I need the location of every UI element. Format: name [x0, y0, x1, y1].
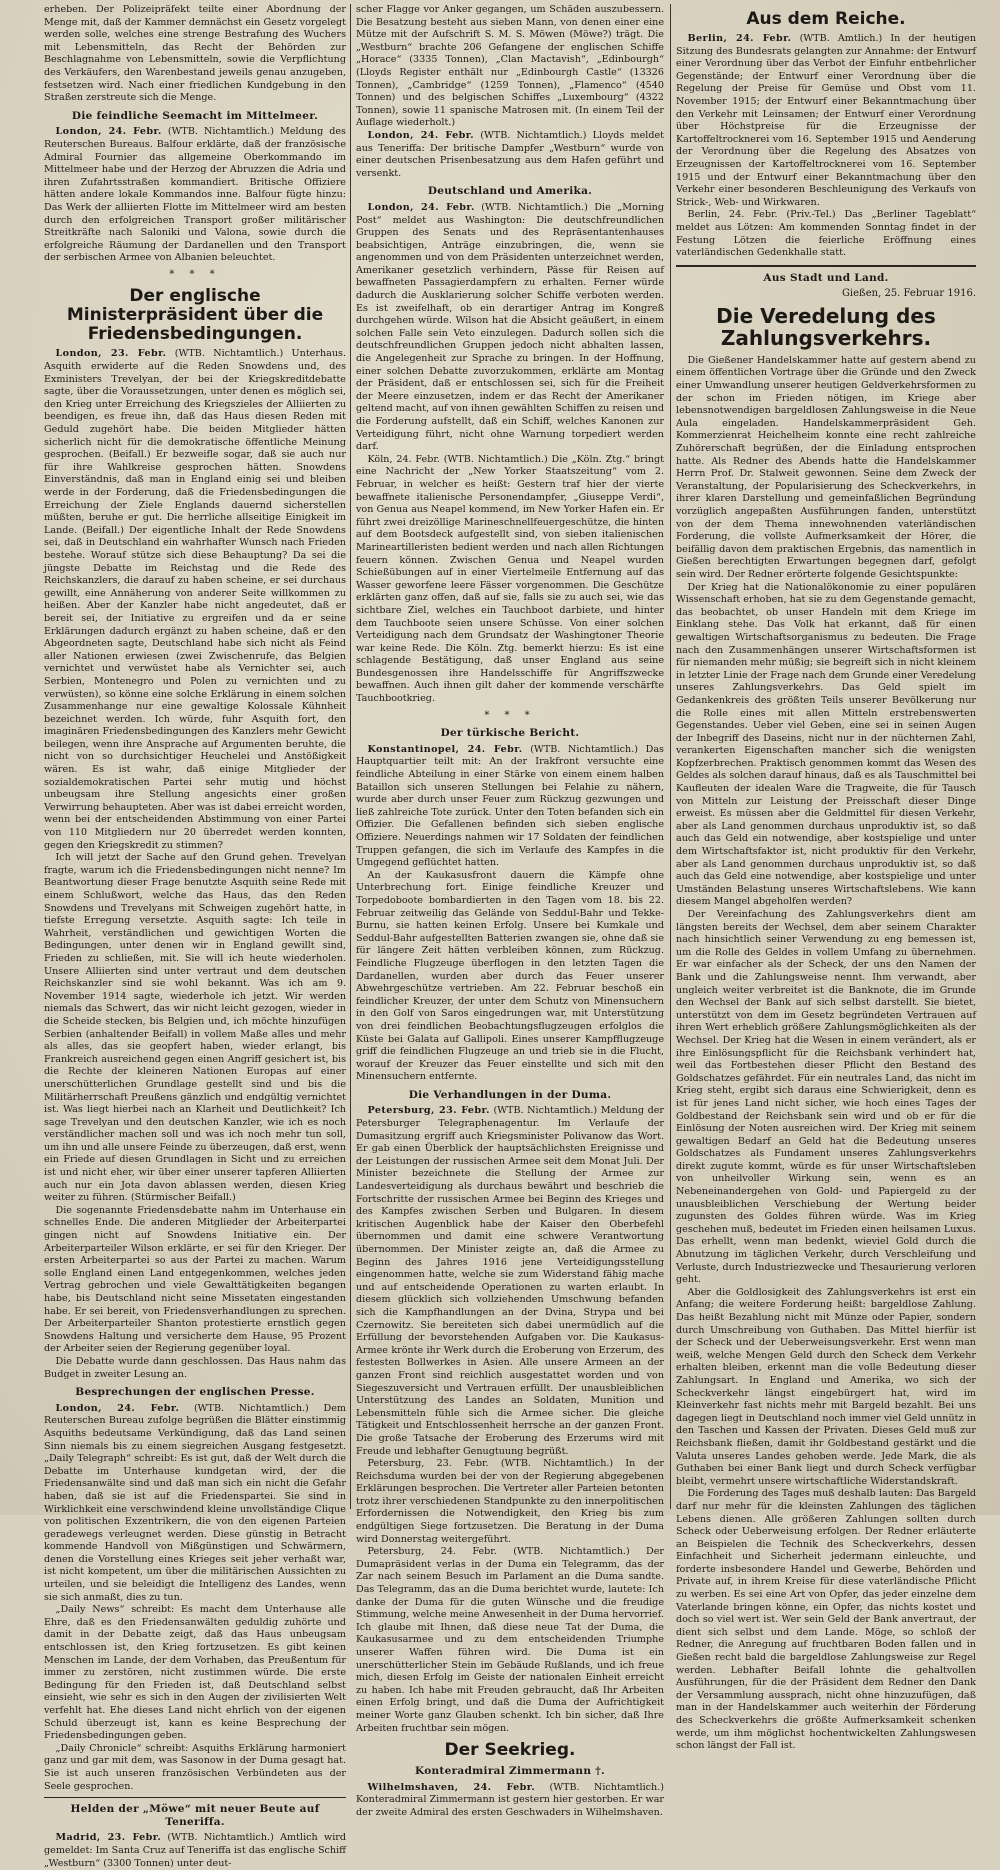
article-duma: [356, 1105, 664, 1458]
article-body: (WTB. Nichtamtlich.) Meldung des Reuterschen Bureaus. Balfour erklärte, daß der französische Admiral Fournier das allgemeine Oberkommando im Mittelmeer habe und der Herzog der Abruzzen die Adria und ihren Zufahrtsstraßen kommandiert. Britische Offiziere hätten andere lokale Kommandos inne. Balfour fügte hinzu: Das Werk der alliierten Flotte im Mittelmeer wird am besten durch den erfolgreichen Transport großer militärischer Streitkräfte nach Saloniki und Valona, sowie durch die erfolgreiche Räumung der Dardanellen und den Transport der serbischen Armee von Albanien beleuchtet.: [44, 126, 346, 264]
article-body: (WTB. Nichtamtlich.) Lloyds meldet aus Teneriffa: Der britische Dampfer „Westburn“ wurde von einer deutschen Prisenbesatzung aus dem Hafen geführt und versenkt.: [356, 129, 664, 179]
article-moewe: [44, 1832, 346, 1870]
article-paragraph: Ich will jetzt der Sache auf den Grund gehen. Trevelyan fragte, warum ich die Friedensbedingungen nicht nenne? Im Beantwortung dieser Frage benutzte Asquith seine Rede mit einem Schlußwort, welche das Haus, das den Reden Snowdens und Trevelyans mit Schweigen zugehört hatte, in tiefste Erregung versetzte. Asquith sagte: Ich teile in Wahrheit, verständlichen und gewichtigen Worten die Bedingungen, unter denen wir in England gewillt sind, Frieden zu schließen, mit. Sie will ich heute wiederholen. Unsere Alliierten sind unter vertraut und dem deutschen Reichskanzler sind sie wohl bekannt. Was ich am 9. November 1914 sagte, wiederhole ich jetzt. Wir werden niemals das Schwert, das wir nicht leicht gezogen, wieder in die Scheide stecken, bis Belgien und, ich möchte hinzufügen Serbien (anhaltender Beifall) in vollem Maße alles und mehr als alles, das sie geopfert haben, wieder erlangt, bis Frankreich ausreichend gegen einen Angriff gesichert ist, bis die Rechte der kleineren Nationen Europas auf einer unerschütterlichen Grundlage gestellt sind und bis die Militärherrschaft Preußens gänzlich und endgültig vernichtet ist. Was liegt hierbei nach an Klarheit und Deutlichkeit? Ich sage Trevelyan und den deutschen Kanzler, wie ich es noch verständlicher machen soll und was ich noch mehr tun soll, um ihn und alle unsere Feinde zu überzeugen, daß erst, wenn ein Friede auf diesen Grundlagen in Sicht und zu erreichen ist und nicht eher, wir über einer unserer tapferen Alliierten auch nur ein Jota davon ablassen werden, diesen Krieg weiter zu führen. (Stürmischer Beifall.): [44, 852, 346, 1204]
section-divider: [676, 265, 976, 267]
heading-reich: Aus dem Reiche.: [746, 9, 906, 29]
intro-paragraph: erheben. Der Polizeipräfekt teilte einer Abordnung der Menge mit, daß der Kammer demnächst ein Gesetz vorgelegt werden solle, welches eine strenge Bestrafung des Wuchers mit Lebensmitteln, das Recht der Behörden zur Beschlagnahme von Lebensmitteln, sowie die Verpflichtung des Verkäufers, den Warenbestand jeweils genau anzugeben, festsetzen wird. Nach einer friedlichen Kundgebung in den Straßen zerstreute sich die Menge.: [44, 4, 346, 104]
article-seemacht: [44, 126, 346, 265]
dateline-lead: London, 24. Febr.: [55, 1402, 180, 1414]
article-tuerkei: [356, 744, 664, 870]
dateline: Gießen, 25. Februar 1916.: [841, 288, 976, 300]
article-paragraph: Der Vereinfachung des Zahlungsverkehrs dient am längsten bereits der Wechsel, dem aber seinem Charakter nach hinsichtlich seiner Verwendung zu eng bemessen ist, um die Rolle des Geldes in vollem Umfang zu übernehmen. Er war einfacher als der Scheck, der uns den Namen der Bank und die Zahlungsweise nennt. Ihm verwandt, aber ungleich weiter verbreitet ist die Banknote, die im Grunde den Wechsel der Bank auf sich selbst darstellt. Sie bietet, unterstützt von dem im Gesetz begründeten Vertrauen auf ihren Wert erheblich größere Zahlungsmöglichkeiten als der Wechsel. Der Krieg hat die Wesen in einem verändert, als er ihre Einlösungspflicht für die Reichsbank verhindert hat, weil das Fortbestehen dieser Pflicht den Bestand des Goldschatzes gefährdet. Für ein neutrales Land, das nicht im Krieg steht, ergibt sich daraus eine Schwierigkeit, denn es ist für jenes Land nicht sicher, wie hoch eines Tages der Goldbestand der Reichsbank sein wird und ob er für die Einlösung der Noten ausreichen wird. Der Krieg mit seinem gewaltigen Bedarf an Geld hat die Bedeutung unseres Goldschatzes als Fundament unseres Zahlungsverkehrs direkt zugute kommt, würde es für unser Wirtschaftsleben von unheilvoller Wirkung sein, wenn es an Nebeneinandergehen von Gold- und Papiergeld zu der unausbleiblichen Verschiebung der Wertung beider zugunsten des Goldes führen würde. Was im Krieg geschehen muß, bedeutet im Frieden einen heilsamen Luxus. Das erhellt, wenn man bedenkt, wieviel Gold durch die Abnutzung im täglichen Verkehr, durch Verschleifung und Verluste, durch Industriezwecke und Thesaurierung verloren geht.: [676, 909, 976, 1286]
separator-stars: * * *: [484, 709, 536, 721]
article-paragraph: „Daily Chronicle“ schreibt: Asquiths Erklärung harmoniert ganz und gar mit dem, was Sasonow in der Duma gesagt hat. Sie ist auch unseren französischen Verbündeten aus der Seele gesprochen.: [44, 1742, 346, 1792]
column-3: [676, 4, 976, 1752]
article-paragraph: Aber die Goldlosigkeit des Zahlungsverkehrs ist erst ein Anfang; die weitere Forderung heißt: bargeldlose Zahlung. Das heißt Bezahlung nicht mit Münze oder Papier, sondern durch Umschreibung von Guthaben. Das Mittel hierfür ist der Scheck und der Ueberweisungsverkehr. Erst wenn man weiß, welche Mengen Geld durch den Scheck dem Verkehr erhalten bleiben, erkennt man die volle Bedeutung dieser Zahlungsart. In England und Amerika, wo sich der Scheckverkehr längst eingebürgert hat, wird im Kleinverkehr fast nichts mehr mit Bargeld bezahlt. Bei uns dagegen liegt in Deutschland noch immer viel Geld unnütz in den Taschen und Kassen der Privaten. Dieses Geld muß zur Reichsbank fließen, damit ihr Goldbestand gestärkt und die Valuta unseres Landes gehoben werde. Jede Mark, die als Guthaben bei einer Bank liegt und durch Scheck verfügbar bleibt, vermehrt unsere wirtschaftliche Widerstandskraft.: [676, 1286, 976, 1487]
article-paragraph: [356, 130, 664, 180]
heading-moewe: Helden der „Möwe“ mit neuer Beute auf Teneriffa.: [70, 1803, 320, 1828]
article-paragraph: „Daily News“ schreibt: Es macht dem Unterhause alle Ehre, daß es den Friedensanwälten geduldig zuhörte und damit in der Debatte zeigt, daß das Haus unbeugsam entschlossen ist, den Krieg fortzusetzen. Es gibt keinen Menschen im Lande, der dem Vorhaben, das Preußentum für immer zu zerstören, nicht zustimmen würde. Die erste Bedingung für den Frieden ist, daß Deutschland selbst einsieht, wie sehr es sich in den Augen der zivilisierten Welt verfehlt hat. Ehe dieses Land nicht ehrlich von der eigenen Schuld überzeugt ist, kann es keine Besprechung der Friedensbedingungen geben.: [44, 1604, 346, 1742]
heading-tuerkei: Der türkische Bericht.: [440, 727, 580, 740]
article-paragraph: Die sogenannte Friedensdebatte nahm im Unterhause ein schnelles Ende. Die anderen Mitglieder der Arbeiterpartei gingen nicht auf Snowdens Initiative ein. Der Arbeiterparteiler Wilson erklärte, er sei für den Krieger. Der ersten Arbeiterpartei so aus der Partei zu machen. Warum solle England einen Land entgegenkommen, welches jeden Vertrag gebrochen und viele Gewalttätigkeiten begangen habe, bis Deutschland nicht seine Missetaten eingestanden habe. Er sei bereit, von Friedensverhandlungen zu sprechen. Der Arbeiterparteiler Shanton protestierte ernstlich gegen Snowdens Haltung und versicherte dem Hause, 95 Prozent der Arbeiter seien der Regierung gegenüber loyal.: [44, 1204, 346, 1355]
article-presse: [44, 1403, 346, 1605]
article-paragraph: Petersburg, 24. Febr. (WTB. Nichtamtlich.) Der Dumapräsident verlas in der Duma ein Telegramm, das der Zar nach seinem Besuch im Parlament an die Duma sandte. Das Telegramm, das an die Duma berichtet wurde, lautete: Ich danke der Duma für die guten Wünsche und die freudige Stimmung, welche meine Anwesenheit in der Duma hervorrief. Ich glaube mit Ihnen, daß diese neue Tat der Duma, die Kaukasusarmee und zu dem entscheidenden Triumphe unserer Waffen führen wird. Die Duma ist ein unerschütterlicher Stein im Gebäude Rußlands, und ich freue mich, diesen Erfolg im Geiste der nationalen Einheit erreicht zu haben. Ich habe mit Freuden gebraucht, daß Ihr Arbeiten einen Erfolg bringt, und daß die Duma der Aufrichtigkeit meiner Worte ganz Glauben schenkt. Ich bin sicher, daß Ihre Arbeiten fruchtbar sein mögen.: [356, 1546, 664, 1734]
article-paragraph: An der Kaukasusfront dauern die Kämpfe ohne Unterbrechung fort. Einige feindliche Kreuzer und Torpedoboote bombardierten in den Tagen vom 18. bis 22. Februar zeitweilig das Gelände von Seddul-Bahr und Tekke-Burnu, sie hatten keinen Erfolg. Unsere bei Kumkale und Seddul-Bahr aufgestellten Batterien zwangen sie, ohne daß sie für längere Zeit hätten verbleiben können, zum Rückzug. Feindliche Flugzeuge überflogen in den letzten Tagen die Dardanellen, wurden aber durch das Feuer unserer Abwehrgeschütze vertrieben. Am 22. Februar beschoß ein feindlicher Kreuzer, der unter dem Schutz von Minensuchern in den Golf von Saros eingedrungen war, mit Unterstützung von drei feindlichen Beobachtungsflugzeugen erfolglos die Küste bei Galata auf Gallipoli. Eines unserer Kampfflugzeuge griff die feindlichen Flugzeuge an und trieb sie in die Flucht, worauf der Kreuzer das Feuer einstellte und sich mit den Minensuchern entfernte.: [356, 869, 664, 1083]
article-amerika: [356, 202, 664, 454]
article-moewe-continued: scher Flagge vor Anker gegangen, um Schäden auszubessern. Die Besatzung besteht aus sieben Mann, von denen einer eine Mütze mit der Aufschrift S. M. S. Möwen (Möwe?) trägt. Die „Westburn“ brachte 206 Gefangene der englischen Schiffe „Horace“ (3335 Tonnen), „Clan Mactavish“, „Edinbourgh“ (Lloyds Register enthält nur „Edinbourgh Castle“ (13326 Tonnen), „Cambridge“ (1259 Tonnen), „Flamenco“ (4540 Tonnen) und des belgischen Schiffes „Luxembourg“ (4322 Tonnen), sowie 11 spanische Matrosen mit. (In einem Teil der Auflage wiederholt.): [356, 4, 664, 129]
heading-zahlungsverkehr: Die Veredelung des Zahlungsverkehrs.: [716, 303, 936, 350]
column-rule: [350, 4, 351, 1509]
heading-stadt-und-land: Aus Stadt und Land.: [763, 271, 889, 284]
column-1: [44, 4, 346, 1869]
article-body: (WTB. Nichtamtlich.) Unterhaus. Asquith erwiderte auf die Reden Snowdens und, des Exministers Trevelyan, der bei der Kriegskreditdebatte sagte, über die Voraussetzungen, unter denen es möglich sei, den Krieg unter Erreichung des Kriegszieles der Alliierten zu beendigen, es freue ihn, daß das Haus diesen Reden mit Geduld zugehört habe. Die beiden Mitglieder hätten sicherlich nicht für die demokratische öffentliche Meinung gesprochen. (Beifall.) Er bezweifle sogar, daß sie auch nur für ihre Wahlkreise gesprochen hätten. Snowdens Einverständnis, daß man in England einig sei und bleiben werde in der Forderung, daß die Friedensbedingungen die Erreichung der Ziele Englands dauernd sicherstellen müßten, beruhe er gut. Die herrliche allseitige Einigkeit im Lande. (Beifall.) Der eigentliche Inhalt der Rede Snowdens sei, daß in Deutschland ein wahrhafter Wunsch nach Frieden bestehe. Worauf stütze sich diese Behauptung? Da sei die jüngste Debatte im Reichstag und die Rede des Reichskanzlers, die darauf zu haben scheine, er sei durchaus gewillt, eine Annäherung von anderer Seite willkommen zu heißen. Aber der Kanzler habe nicht angedeutet, daß er bereit sei, der Initiative zu ergreifen und da er seine Erklärungen dadurch ergänzt zu haben scheine, daß er den Abgeordneten sagte, Deutschland habe sich nicht als Feind aller Nationen erwiesen (zwei Zwischenrufe, das Belgien vernichtet und verwüstet habe als Vernichter sei, auch Serbien, Montenegro und Polen zu vernichten und zu verwüsten), so könne eine solche Erklärung in einem solchen Zusammenhange nur eine gewaltige Kolossale Kühnheit bezeichnet werden. Ich würde, fuhr Asquith fort, den imaginären Friedensbedingungen des Kanzlers mehr Gewicht beilegen, wenn ihre Ansprache auf Argumenten beruhte, die nicht von so durchsichtiger Heuchelei und Anstößigkeit wären. Es ist wahr, daß einige Mitglieder der sozialdemokratischen Partei sehr mutig und höchst unbeugsam ihre Stellung angesichts einer großen Verwirrung behaupteten. Aber was ist dabei erreicht worden, wenn bei der entscheidenden Abstimmung von einer Partei von 110 Mitgliedern nur 20 überredet werden konnten, gegen den Kriegskredit zu stimmen?: [44, 348, 346, 851]
column-2: [356, 4, 664, 1818]
article-minister: [44, 348, 346, 852]
article-paragraph: Köln, 24. Febr. (WTB. Nichtamtlich.) Die „Köln. Ztg.“ bringt eine Nachricht der „New Yorker Staatszeitung“ vom 2. Februar, in welcher es heißt: Gestern traf hier der vierte bewaffnete italienische Personendampfer, „Giuseppe Verdi“, von Genua aus Neapel kommend, im New Yorker Hafen ein. Er führt zwei dreizöllige Marineschnellfeuergeschütze, die hinten auf dem Bootsdeck aufgestellt sind, von sieben italienischen Marineartilleristen bedient werden und nach allen Richtungen feuern können. Zwischen Genua und Neapel wurden Schießübungen auf in einer Viertelmeile Entfernung auf das Wasser geworfene leere Fässer vorgenommen. Die Geschütze erklärten ganz offen, daß auf sie, falls sie zu auch sei, wie das sichtbare Ziel, welches ein Tauchboot darbiete, und hinter dem Tauchboote seien unsere Schüsse. Von einer solchen Verteidigung nach dem Grundsatz der Washingtoner Theorie war keine Rede. Die Köln. Ztg. bemerkt hierzu: Es ist eine schlagende Bestätigung, daß unser England aus seine Bundesgenossen ihre Handelsschiffe für Angriffszwecke bewaffnen. Auch ihnen gilt daher der kommende verschärfte Tauchbootkrieg.: [356, 453, 664, 705]
dateline-lead: Petersburg, 23. Febr.: [367, 1105, 490, 1117]
article-body: (WTB. Amtlich.) In der heutigen Sitzung des Bundesrats gelangten zur Annahme: der Entwurf einer Verordnung über das Verbot der Einfuhr entbehrlicher Gegenstände; der Entwurf einer Verordnung über die Regelung der Preise für Gemüse und Obst vom 11. November 1915; der Entwurf einer Bekanntmachung über den Verkehr mit Leinsamen; der Entwurf einer Verordnung über Höchstpreise für die Erzeugnisse der Kartoffeltrocknerei vom 16. September 1915 und Aenderung der Verordnung über die Regelung des Absatzes von Erzeugnissen der Kartoffeltrocknerei vom 16. September 1915 und der Entwurf einer Bekanntmachung über den Verkehr einer besonderen Beschleunigung des Verkaufs von Strick-, Web- und Wirkwaren.: [676, 33, 976, 208]
article-paragraph: Der Krieg hat die Nationalökonomie zu einer populären Wissenschaft erhoben, hat sie zu dem Gegenstande gemacht, das beobachtet, ob unser Handeln mit dem Kriege im Einklang stehe. Das Volk hat erkannt, daß für einen gewaltigen Wirtschaftsorganismus zu bedeuten. Die Frage nach den Zusammenhängen unserer Wirtschaftsformen ist für niemanden mehr müßig; sie begreift sich in nicht kleinem in letzter Linie der Frage nach dem Grunde einer Veredelung unseres Zahlungsverkehrs. Das Geld spielt im Gedankenkreis des größten Teils unserer Bevölkerung nur die Rolle eines mit allen Mitteln erstrebenswerten Gegenstandes. Ueber viel Geben, eine sei in seinen Augen der Inbegriff des Daseins, nicht nur in der nüchternen Zahl, verankerten Eigenschaften mancher sich die wenigsten Kopfzerbrechen. Praktisch genommen kommt das Wesen des Geldes als solchen darauf hinaus, daß es als Tauschmittel bei Kaufleuten der idealen Ware die Tragweite, die für Tausch von Mitteln zur Leistung der Preisschaft dieser Dinge erweist. Es müssen aber die Geldmittel für diesen Verkehr, aber als Land genommen durchaus unproduktiv ist, so daß auch das Geld ein notwendige, aber kostspielige und unter dem Wirtschaftsfaktor ist, nicht produktiv für den Verkehr, aber als Land genommen durchaus unproduktiv ist, so daß auch das Geld eine notwendige, aber kostspielige und unter Umständen Belastung unseres Wirtschaftslebens. Wie kann diesem Mangel abgeholfen werden?: [676, 581, 976, 908]
article-body: (WTB. Nichtamtlich.) Meldung der Petersburger Telegraphenagentur. Im Verlaufe der Dumasitzung ergriff auch Kriegsminister Polivanow das Wort. Er gab einen Überblick der hauptsächlichsten Ereignisse und der Leistungen der russischen Armee seit dem Monat Juli. Der Minister bezeichnete die Stellung der Armee zur Landesverteidigung als durchaus bewährt und beschrieb die Fortschritte der russischen Armee bei Beginn des Krieges und des Kampfes zwischen Serben und Bulgaren. In diesem kritischen Augenblick habe der Kaiser den Oberbefehl übernommen und damit eine schwere Verantwortung übernommen. Der Minister zeigte an, daß die Armee zu Beginn des Jahres 1916 jene Verteidigungsstellung eingenommen hatte, welche sie zum Widerstand fähig mache und auf entscheidende Operationen zu warten erlaubt. In diesem glücklich sich vollziehenden Umschwung befanden sich die Kampfhandlungen an der Dvina, Strypa und bei Czernowitz. Sie bereiteten sich dabei unermüdlich auf die Erfüllung der bevorstehenden Aufgaben vor. Die Kaukasus-Armee krönte ihr Werk durch die Eroberung von Erzerum, des festesten Bollwerkes in Asien. Alle unsere Armeen an der ganzen Front sind reichlich ausgestattet worden und von Siegeszuversicht und Vertrauen erfüllt. Der unausbleiblichen Unterstützung des Landes an Soldaten, Munition und Lebensmitteln fühle sich die Armee sicher. Die gleiche Tätigkeit und Entschlossenheit herrsche an der ganzen Front. Die große Tatsache der Eroberung des Erzerums wird mit Freude und lebhafter Genugtuung begrüßt.: [356, 1105, 664, 1457]
heading-duma: Die Verhandlungen in der Duma.: [408, 1088, 612, 1101]
article-paragraph: Die Gießener Handelskammer hatte auf gestern abend zu einem öffentlichen Vortrage über die Gründe und den Zweck einer Umwandlung unserer heutigen Geldverkehrsformen zu der schon im Frieden nötigen, im Kriege aber lebensnotwendigen bargeldlosen Zahlungsweise in die Neue Aula eingeladen. Handelskammerpräsident Geh. Kommerzienrat Heichelheim konnte eine recht zahlreiche Zuhörerschaft begrüßen, der die Einladung entsprochen hatte. Als Redner des Abends hatte die Handelskammer Herrn Prof. Dr. Stalweit gewonnen. Seine dem Zweck der Veranstaltung, der Popularisierung des Scheckverkehrs, in ihrer klaren Darstellung und gemeinfaßlichen Begründung vorzüglich angepaßten Ausführungen fanden, unterstützt von der dem Thema innewohnenden vaterländischen Forderung, die vollste Aufmerksamkeit der Hörer, die beifällig davon dem praktischen Ergebnis, das namentlich in Gießen berechtigten Erwartungen begegnen darf, gefolgt sein wird. Der Redner erörterte folgende Gesichtspunkte:: [676, 354, 976, 580]
dateline-lead: London, 23. Febr.: [55, 348, 167, 360]
article-body: (WTB. Nichtamtlich.) Dem Reuterschen Bureau zufolge begrüßen die Blätter einstimmig Asquiths bedeutsame Verkündigung, daß das Land seinen Sinn niemals bis zu einem siegreichen Ausgang festgesetzt. „Daily Telegraph“ schreibt: Es ist gut, daß der Welt durch die Debatte im Unterhause kundgetan wird, der die Friedensanwälte sind und daß man sich ein nicht die Gefahr haben, daß sie ist auf die Friedenspartei. Sie sind in Wirklichkeit eine verschwindend kleine unvollständige Clique von politischen Exzentrikern, die von den eigenen Parteien geradewegs verleugnet werden. Diese günstig in Betracht kommende Handvoll von Mißgünstigen und Schwärmern, denen die Vorstellung eines Krieges seit jeher verhaßt war, ist nicht kompetent, um über die militärischen Aussichten zu urteilen, und sie beleidigt die Intelligenz des Landes, wenn sie sich anmaßt, dies zu tun.: [44, 1402, 346, 1603]
article-paragraph: Die Forderung des Tages muß deshalb lauten: Das Bargeld darf nur mehr für die kleinsten Zahlungen des täglichen Lebens dienen. Alle größeren Zahlungen sollten durch Scheck oder Ueberweisung erfolgen. Der Redner erläuterte an Beispielen die Technik des Scheckverkehrs, dessen Einfachheit und Sicherheit jedermann einleuchte, und forderte insbesondere Handel und Gewerbe, Behörden und Private auf, in ihrem Kreise für diese vaterländische Pflicht zu werben. Es sei eine Art von Opfer, das jeder einzelne dem Vaterlande bringen könne, ein Opfer, das nichts kostet und doch so viel wert ist. Wer sein Geld der Bank anvertraut, der dient sich selbst und dem Lande. Möge, so schloß der Redner, die Anregung auf fruchtbaren Boden fallen und in Gießen recht bald die bargeldlose Zahlungsweise zur Regel werden. Lebhafter Beifall lohnte die gehaltvollen Ausführungen, für die der Präsident dem Redner den Dank der Versammlung aussprach, nicht ohne hinzuzufügen, daß man in der Handelskammer auch weiterhin der Förderung des Scheckverkehrs die größte Aufmerksamkeit schenken werde, um ihm möglichst hochentwickelten Zahlungswesen schon längst der Fall ist.: [676, 1488, 976, 1752]
article-reich: [676, 33, 976, 209]
heading-presse: Besprechungen der englischen Presse.: [75, 1386, 315, 1399]
heading-ministerpraesident: Der englische Ministerpräsident über die Friedensbedingungen.: [66, 286, 324, 345]
dateline-lead: London, 24. Febr.: [367, 201, 475, 213]
separator-stars: * * *: [169, 268, 221, 280]
dateline-lead: Konstantinopel, 24. Febr.: [367, 743, 523, 755]
heading-seemacht: Die feindliche Seemacht im Mittelmeer.: [71, 109, 319, 122]
heading-seekrieg: Der Seekrieg.: [444, 1740, 576, 1761]
article-zimmermann: [356, 1782, 664, 1820]
column-rule: [670, 4, 671, 1509]
heading-amerika: Deutschland und Amerika.: [427, 185, 593, 198]
article-paragraph: Die Debatte wurde dann geschlossen. Das Haus nahm das Budget in zweiter Lesung an.: [44, 1355, 346, 1380]
heading-zimmermann: Konteradmiral Zimmermann †.: [415, 1765, 605, 1778]
dateline-lead: London, 24. Febr.: [367, 129, 475, 141]
dateline-lead: Wilhelmshaven, 24. Febr.: [367, 1781, 536, 1793]
dateline-lead: Madrid, 23. Febr.: [55, 1832, 162, 1844]
article-paragraph: Berlin, 24. Febr. (Priv.-Tel.) Das „Berliner Tageblatt“ meldet aus Lötzen: Am kommenden Sonntag findet in der Festung Lötzen die feierliche Eröffnung eines vaterländischen Gedenkhalle statt.: [676, 209, 976, 259]
article-body: (WTB. Nichtamtlich.) Das Hauptquartier teilt mit: An der Irakfront versuchte eine feindliche Abteilung in einer Stärke von einem einem halben Bataillon sich unseren Stellungen bei Felahie zu nähern, wurde aber durch unser Feuer zum Rückzug gezwungen und ließ zahlreiche Tote zurück. Unter den Toten befanden sich ein Offizier. Die Gefallenen befinden sich sieben englische Offiziere. Neuerdings nahmen wir 17 Soldaten der feindlichen Truppen gefangen, die sich im Verlaufe des Kampfes in die Umgegend geflüchtet hatten.: [356, 743, 664, 869]
article-body: (WTB. Nichtamtlich.) Die „Morning Post“ meldet aus Washington: Die deutschfreundlichen Gruppen des Senats und des Repräsentantenhauses beabsichtigen, Anträge einzubringen, die, wenn sie angenommen und von dem Präsidenten unterzeichnet werden, Amerikaner gesetzlich verhindern, Pässe für Reisen auf bewaffneten Passagierdampfern zu erhalten. Ferner würde dadurch die Ausklarierung solcher Schiffe verboten werden. Es ist zweifelhaft, ob ein derartiger Antrag im Kongreß durchgehen würde. Wilson hat die Absicht geäußert, in einem solchen Falle sein Veto einzulegen. Dadurch sollen sich die deutschfreundlichen Gruppen jedoch nicht abhalten lassen, die Angelegenheit zur Sprache zu bringen. In der Hoffnung, einer solchen Debatte zuvorzukommen, erklärte am Montag der Präsident, daß er entschlossen sei, sich für die Freiheit der Meere einzusetzen, indem er das Recht der Amerikaner geltend macht, auf von ihnen gewählten Schiffen zu reisen und die Forderung aufstellt, daß ein Schiff, welches Kanonen zur Verteidigung führt, nicht ohne Warnung torpediert werden darf.: [356, 201, 664, 453]
divider: [44, 1797, 346, 1798]
dateline-lead: Berlin, 24. Febr.: [687, 33, 792, 44]
dateline-lead: London, 24. Febr.: [55, 126, 162, 138]
article-body: (WTB. Nichtamtlich.) Amtlich wird gemeldet: Im Santa Cruz auf Teneriffa ist das englische Schiff „Westburn“ (3300 Tonnen) unter deut-: [44, 1832, 346, 1869]
article-paragraph: Petersburg, 23. Febr. (WTB. Nichtamtlich.) In der Reichsduma wurden bei der von der Regierung abgegebenen Erklärungen besprochen. Die Vertreter aller Parteien betonten trotz ihrer verschiedenen Standpunkte zu den innerpolitischen Erfordernissen die Notwendigkeit, den Krieg bis zum endgültigen Siege fortzusetzen. Die Beratung in der Duma wird Donnerstag weitergeführt.: [356, 1458, 664, 1545]
article-body: (WTB. Nichtamtlich.) Konteradmiral Zimmermann ist gestern hier gestorben. Er war der zweite Admiral des ersten Geschwaders in Wilhelmshaven.: [356, 1781, 664, 1818]
